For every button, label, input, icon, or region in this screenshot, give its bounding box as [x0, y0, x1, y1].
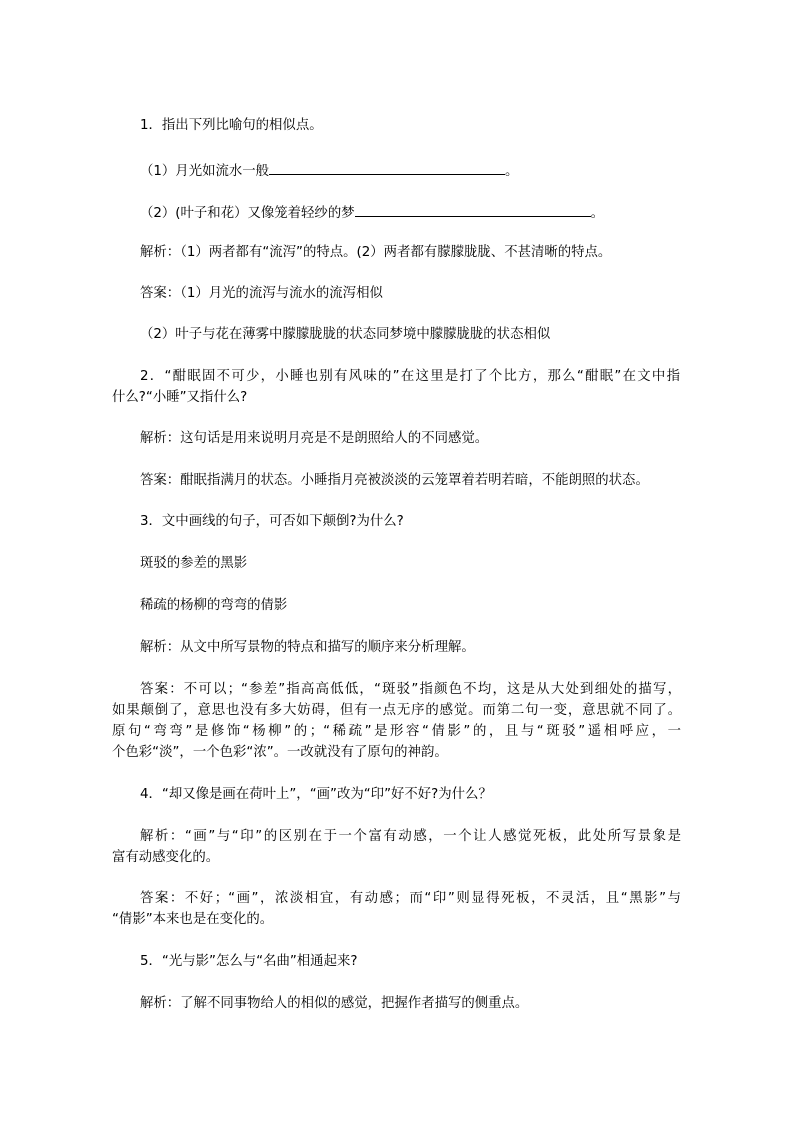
q2-analysis: 解析：这句话是用来说明月亮是不是朗照给人的不同感觉。	[140, 431, 489, 446]
q4-analysis-line-2: 富有动感变化的。	[112, 850, 220, 865]
q5-analysis: 解析：了解不同事物给人的相似的感觉，把握作者描写的侧重点。	[140, 996, 529, 1011]
q1-item-1-text: （1）月光如流水一般	[140, 164, 270, 179]
q3-title: 3．文中画线的句子，可否如下颠倒?为什么?	[140, 514, 404, 529]
q4-answer-line-1: 答案：不好；“画”，浓淡相宜，有动感；而“印”则显得死板，不灵活，且“黑影”与	[140, 891, 681, 906]
q1-item-2	[140, 202, 604, 223]
q1-item-2-blank	[355, 202, 591, 217]
q3-analysis: 解析：从文中所写景物的特点和描写的顺序来分析理解。	[140, 640, 475, 655]
q4-analysis-line-1: 解析：“画”与“印”的区别在于一个富有动感，一个让人感觉死板，此处所写景象是	[140, 829, 681, 844]
q3-answer-line-1: 答案：不可以；“参差”指高高低低，“斑驳”指颜色不均，这是从大处到细处的描写，	[140, 682, 681, 697]
q1-analysis: 解析：（1）两者都有“流泻”的特点。(2）两者都有朦朦胧胧、不甚清晰的特点。	[140, 245, 612, 260]
q3-line-a: 斑驳的参差的黑影	[140, 556, 248, 571]
q1-title: 1．指出下列比喻句的相似点。	[140, 118, 323, 133]
q1-item-2-end: 。	[590, 206, 604, 221]
q2-title-line-1: 2．“酣眠固不可少，小睡也别有风味的”在这里是打了个比方，那么“酣眠”在文中指	[140, 369, 680, 384]
q2-title-line-2: 什么?“小睡”又指什么?	[112, 390, 248, 405]
q3-answer-line-4: 个色彩“淡”，一个色彩“浓”。一改就没有了原句的神韵。	[112, 745, 448, 760]
q1-answer-2: （2）叶子与花在薄雾中朦朦胧胧的状态同梦境中朦朦胧胧的状态相似	[140, 327, 551, 342]
q3-line-b: 稀疏的杨柳的弯弯的倩影	[140, 598, 288, 613]
q1-item-2-text: （2）(叶子和花）又像笼着轻纱的梦	[140, 206, 355, 221]
q1-item-1-end: 。	[505, 164, 519, 179]
q1-item-1	[140, 160, 518, 181]
q4-answer-line-2: “倩影”本来也是在变化的。	[112, 912, 274, 927]
q4-title: 4．“却又像是画在荷叶上”，“画”改为“印”好不好?为什么？	[140, 787, 492, 802]
q1-item-1-blank	[269, 160, 505, 175]
q5-title: 5．“光与影”怎么与“名曲”相通起来?	[140, 954, 358, 969]
q1-answer-1: 答案：（1）月光的流泻与流水的流泻相似	[140, 286, 383, 301]
q3-answer-line-2: 如果颠倒了，意思也没有多大妨碍，但有一点无序的感觉。而第二句一变，意思就不同了。	[112, 703, 681, 718]
q3-answer-line-3: 原句“弯弯”是修饰“杨柳”的；“稀疏”是形容“倩影”的，且与“斑驳”遥相呼应，一	[112, 724, 681, 739]
q2-answer: 答案：酣眠指满月的状态。小睡指月亮被淡淡的云笼罩着若明若暗，不能朗照的状态。	[140, 473, 649, 488]
